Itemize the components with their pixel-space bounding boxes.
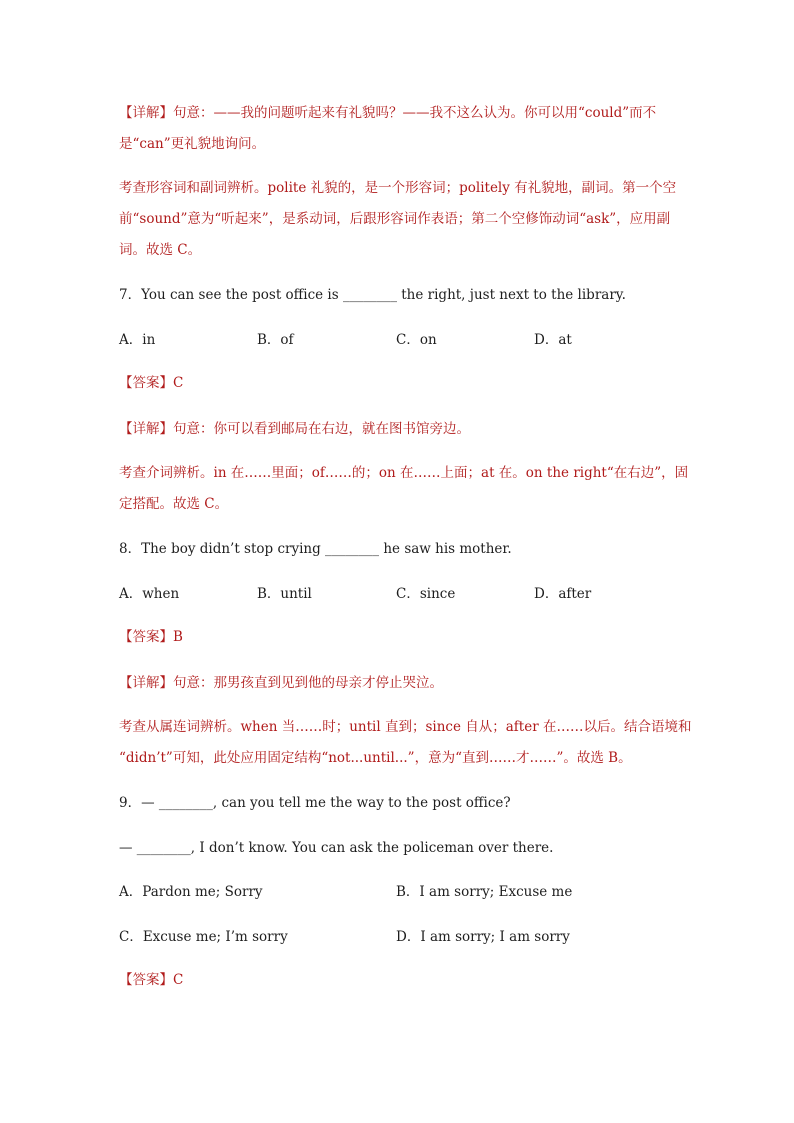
option-c: C．Excuse me; I’m sorry	[119, 929, 288, 945]
option-d: D．I am sorry; I am sorry	[396, 929, 570, 945]
detail-line: 【详解】句意：你可以看到邮局在右边，就在图书馆旁边。	[119, 421, 470, 437]
question-stem: 9．— ________, can you tell me the way to the post office?	[119, 795, 511, 811]
question-stem: — ________, I don’t know. You can ask the policeman over there.	[119, 840, 554, 856]
option-d: D．at	[534, 332, 572, 348]
option-c: C．on	[396, 332, 437, 348]
option-a: A．Pardon me; Sorry	[119, 884, 263, 900]
analysis-line: 考查介词辨析。in 在……里面；of……的；on 在……上面；at 在。on the right“在右边”，固	[119, 465, 689, 481]
answer-line: 【答案】C	[119, 375, 184, 391]
answer-line: 【答案】C	[119, 972, 184, 988]
option-a: A．when	[119, 586, 180, 602]
analysis-line: 前“sound”意为“听起来”，是系动词，后跟形容词作表语；第二个空修饰动词“ask”，应用副	[119, 211, 671, 227]
option-b: B．of	[257, 332, 294, 348]
option-a: A．in	[119, 332, 156, 348]
analysis-line: 定搭配。故选 C。	[119, 496, 229, 512]
option-d: D．after	[534, 586, 592, 602]
answer-line: 【答案】B	[119, 629, 183, 645]
analysis-line: “didn’t”可知，此处应用固定结构“not...until...”，意为“直到……才……”。故选 B。	[119, 750, 632, 766]
analysis-line: 考查形容词和副词辨析。polite 礼貌的，是一个形容词；politely 有礼貌地，副词。第一个空	[119, 180, 677, 196]
option-b: B．I am sorry; Excuse me	[396, 884, 573, 900]
detail-line: 【详解】句意：——我的问题听起来有礼貌吗？——我不这么认为。你可以用“could”而不	[119, 105, 657, 121]
option-b: B．until	[257, 586, 312, 602]
detail-line: 是“can”更礼貌地询问。	[119, 136, 266, 152]
analysis-line: 考查从属连词辨析。when 当……时；until 直到；since 自从；after 在……以后。结合语境和	[119, 719, 692, 735]
analysis-line: 词。故选 C。	[119, 242, 202, 258]
option-c: C．since	[396, 586, 456, 602]
question-stem: 8．The boy didn’t stop crying ________ he saw his mother.	[119, 541, 512, 557]
question-stem: 7．You can see the post office is ________ the right, just next to the library.	[119, 287, 626, 303]
detail-line: 【详解】句意：那男孩直到见到他的母亲才停止哭泣。	[119, 675, 443, 691]
